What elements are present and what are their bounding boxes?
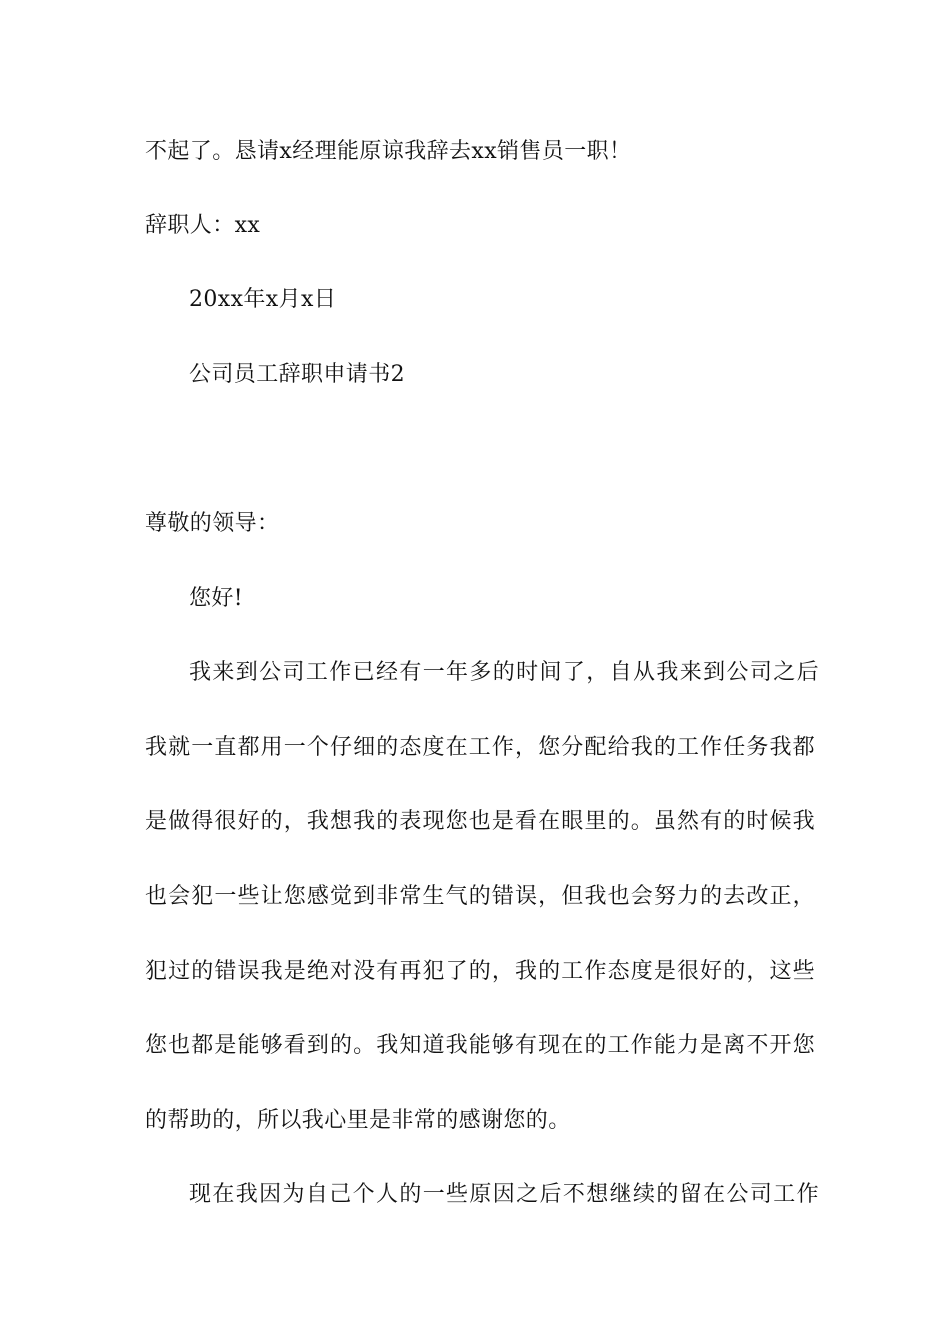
section-title: 公司员工辞职申请书2 — [189, 362, 405, 387]
text-line-closing: 不起了。恳请x经理能原谅我辞去xx销售员一职！ — [145, 139, 632, 164]
paragraph-line: 我就一直都用一个仔细的态度在工作，您分配给我的工作任务我都 — [145, 735, 815, 760]
salutation: 尊敬的领导： — [145, 511, 280, 536]
resigner-signature: 辞职人：xx — [145, 213, 261, 238]
paragraph-line: 也会犯一些让您感觉到非常生气的错误，但我也会努力的去改正， — [145, 884, 815, 909]
paragraph-line: 是做得很好的，我想我的表现您也是看在眼里的。虽然有的时候我 — [145, 809, 815, 834]
paragraph-line: 犯过的错误我是绝对没有再犯了的，我的工作态度是很好的，这些 — [145, 959, 815, 984]
date-line: 20xx年x月x日 — [189, 287, 337, 312]
paragraph-line: 您也都是能够看到的。我知道我能够有现在的工作能力是离不开您 — [145, 1033, 815, 1058]
greeting: 您好! — [189, 586, 244, 611]
paragraph-line: 现在我因为自己个人的一些原因之后不想继续的留在公司工作 — [189, 1182, 819, 1207]
paragraph-line: 我来到公司工作已经有一年多的时间了，自从我来到公司之后 — [189, 660, 819, 685]
paragraph-line: 的帮助的，所以我心里是非常的感谢您的。 — [145, 1108, 571, 1133]
